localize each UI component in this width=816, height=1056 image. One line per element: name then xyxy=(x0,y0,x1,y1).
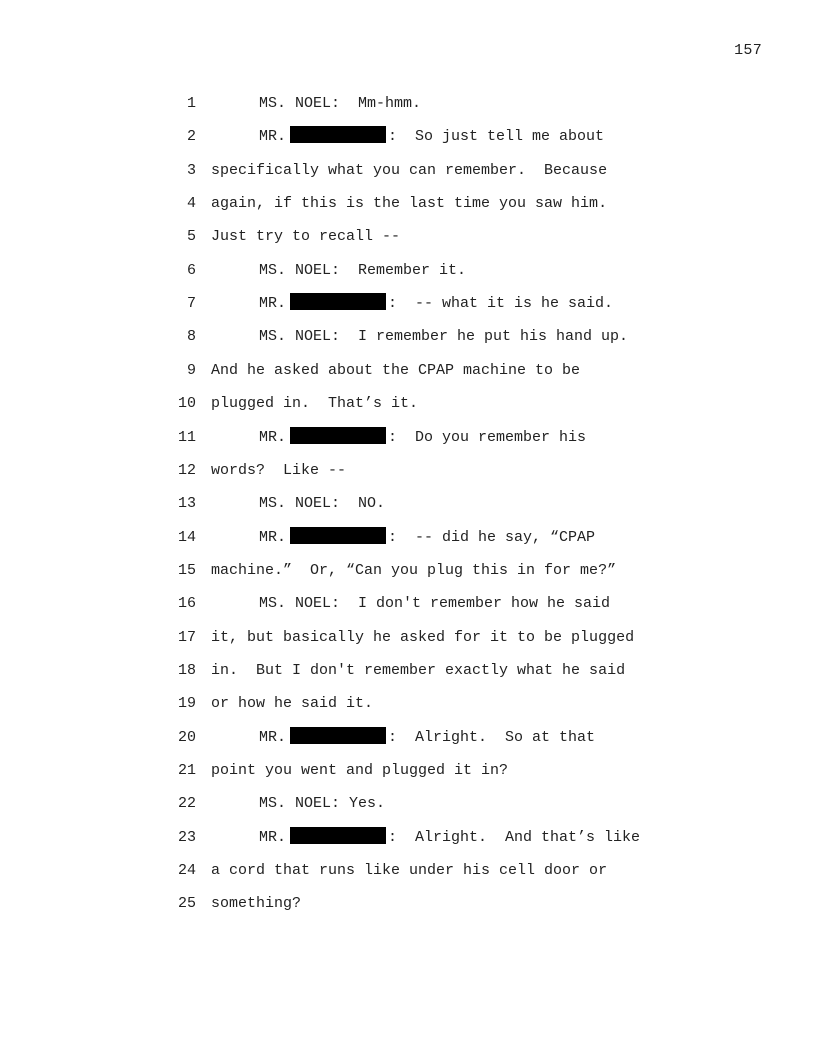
line-number: 24 xyxy=(177,862,196,880)
line-text xyxy=(211,392,418,416)
line-number: 8 xyxy=(186,328,196,346)
line-text xyxy=(259,592,610,616)
line-text-main: MR. xyxy=(259,295,287,313)
line-text-main: MS. NOEL: Remember it. xyxy=(259,261,467,279)
line-text xyxy=(259,826,640,850)
redacted-name-block xyxy=(290,427,386,444)
line-number: 19 xyxy=(177,695,196,713)
line-number: 2 xyxy=(186,128,196,146)
transcript-line xyxy=(0,192,816,216)
line-number: 20 xyxy=(177,728,196,746)
redacted-name-block xyxy=(290,527,386,544)
line-number: 10 xyxy=(177,395,196,413)
page-number: 157 xyxy=(734,42,762,59)
line-text xyxy=(211,359,580,383)
line-text xyxy=(211,192,607,216)
transcript-line xyxy=(0,892,816,916)
transcript-line xyxy=(0,125,816,149)
transcript-line xyxy=(0,92,816,116)
line-number: 22 xyxy=(177,795,196,813)
line-number: 13 xyxy=(177,495,196,513)
transcript-line xyxy=(0,292,816,316)
line-text xyxy=(211,759,508,783)
transcript-line xyxy=(0,559,816,583)
line-text-main: a cord that runs like under his cell door or xyxy=(211,862,608,880)
line-text-continuation: : So just tell me about xyxy=(388,128,605,146)
transcript-line xyxy=(0,225,816,249)
line-text-main: MR. xyxy=(259,528,287,546)
line-text-main: again, if this is the last time you saw him. xyxy=(211,195,608,213)
line-number: 15 xyxy=(177,561,196,579)
line-text-main: MR. xyxy=(259,728,287,746)
transcript-line xyxy=(0,392,816,416)
line-number: 11 xyxy=(177,428,196,446)
transcript-line xyxy=(0,359,816,383)
line-text xyxy=(211,626,634,650)
transcript-line xyxy=(0,526,816,550)
line-number: 21 xyxy=(177,762,196,779)
line-text xyxy=(259,325,628,349)
transcript-line xyxy=(0,826,816,850)
line-text xyxy=(211,159,607,183)
line-number: 16 xyxy=(177,595,196,613)
line-text xyxy=(259,259,466,283)
transcript-line xyxy=(0,626,816,650)
transcript-line xyxy=(0,659,816,683)
line-text-main: plugged in. That’s it. xyxy=(211,395,419,413)
line-number: 3 xyxy=(186,161,196,179)
transcript-line xyxy=(0,692,816,716)
transcript-line xyxy=(0,859,816,883)
line-text-main: MR. xyxy=(259,828,287,846)
line-text-main: point you went and plugged it in? xyxy=(211,762,509,779)
transcript-line xyxy=(0,159,816,183)
line-text-main: MR. xyxy=(259,128,287,146)
line-text-continuation: : -- what it is he said. xyxy=(388,295,614,313)
line-number: 9 xyxy=(186,361,196,379)
transcript-line xyxy=(0,792,816,816)
line-text-main: something? xyxy=(211,895,302,913)
line-text-main: Just try to recall -- xyxy=(211,228,401,246)
redacted-name-block xyxy=(290,126,386,143)
line-text xyxy=(259,526,595,550)
line-text-main: MS. NOEL: I remember he put his hand up. xyxy=(259,328,629,346)
line-number: 25 xyxy=(177,895,196,913)
line-text-main: words? Like -- xyxy=(211,461,347,479)
line-number: 12 xyxy=(177,461,196,479)
transcript-line xyxy=(0,459,816,483)
line-text xyxy=(211,559,616,583)
transcript-line xyxy=(0,426,816,450)
line-text xyxy=(259,125,604,149)
line-text xyxy=(211,459,346,483)
line-text xyxy=(211,692,373,716)
line-number: 1 xyxy=(186,95,196,112)
line-text xyxy=(259,792,385,816)
line-text xyxy=(259,292,613,316)
transcript-line xyxy=(0,759,816,783)
line-text xyxy=(211,225,400,249)
line-text-main: MR. xyxy=(259,428,287,446)
line-text-main: MS. NOEL: Yes. xyxy=(259,795,386,813)
line-text-continuation: : Alright. So at that xyxy=(388,728,596,746)
line-text-main: MS. NOEL: Mm-hmm. xyxy=(259,95,422,112)
line-text xyxy=(259,726,595,750)
line-text xyxy=(259,426,586,450)
line-text-continuation: : -- did he say, “CPAP xyxy=(388,528,596,546)
line-text-main: in. But I don't remember exactly what he said xyxy=(211,661,626,679)
line-text xyxy=(211,659,625,683)
line-number: 17 xyxy=(177,628,196,646)
line-number: 23 xyxy=(177,828,196,846)
transcript-line xyxy=(0,726,816,750)
line-text-main: it, but basically he asked for it to be plugged xyxy=(211,628,635,646)
line-text-main: machine.” Or, “Can you plug this in for me?” xyxy=(211,561,617,579)
line-text xyxy=(259,92,421,116)
line-number: 4 xyxy=(186,195,196,213)
line-text-main: MS. NOEL: I don't remember how he said xyxy=(259,595,611,613)
line-number: 7 xyxy=(186,295,196,313)
line-text xyxy=(211,892,301,916)
line-text-continuation: : Alright. And that’s like xyxy=(388,828,641,846)
transcript-line xyxy=(0,492,816,516)
line-text-continuation: : Do you remember his xyxy=(388,428,587,446)
line-text xyxy=(259,492,385,516)
line-text-main: specifically what you can remember. Because xyxy=(211,161,608,179)
line-number: 6 xyxy=(186,261,196,279)
line-text-main: MS. NOEL: NO. xyxy=(259,495,386,513)
transcript-line xyxy=(0,592,816,616)
redacted-name-block xyxy=(290,827,386,844)
redacted-name-block xyxy=(290,293,386,310)
line-number: 18 xyxy=(177,661,196,679)
transcript-line xyxy=(0,325,816,349)
line-number: 5 xyxy=(186,228,196,246)
transcript-line xyxy=(0,259,816,283)
line-number: 14 xyxy=(177,528,196,546)
redacted-name-block xyxy=(290,727,386,744)
line-text xyxy=(211,859,607,883)
line-text-main: or how he said it. xyxy=(211,695,374,713)
line-text-main: And he asked about the CPAP machine to be xyxy=(211,361,581,379)
